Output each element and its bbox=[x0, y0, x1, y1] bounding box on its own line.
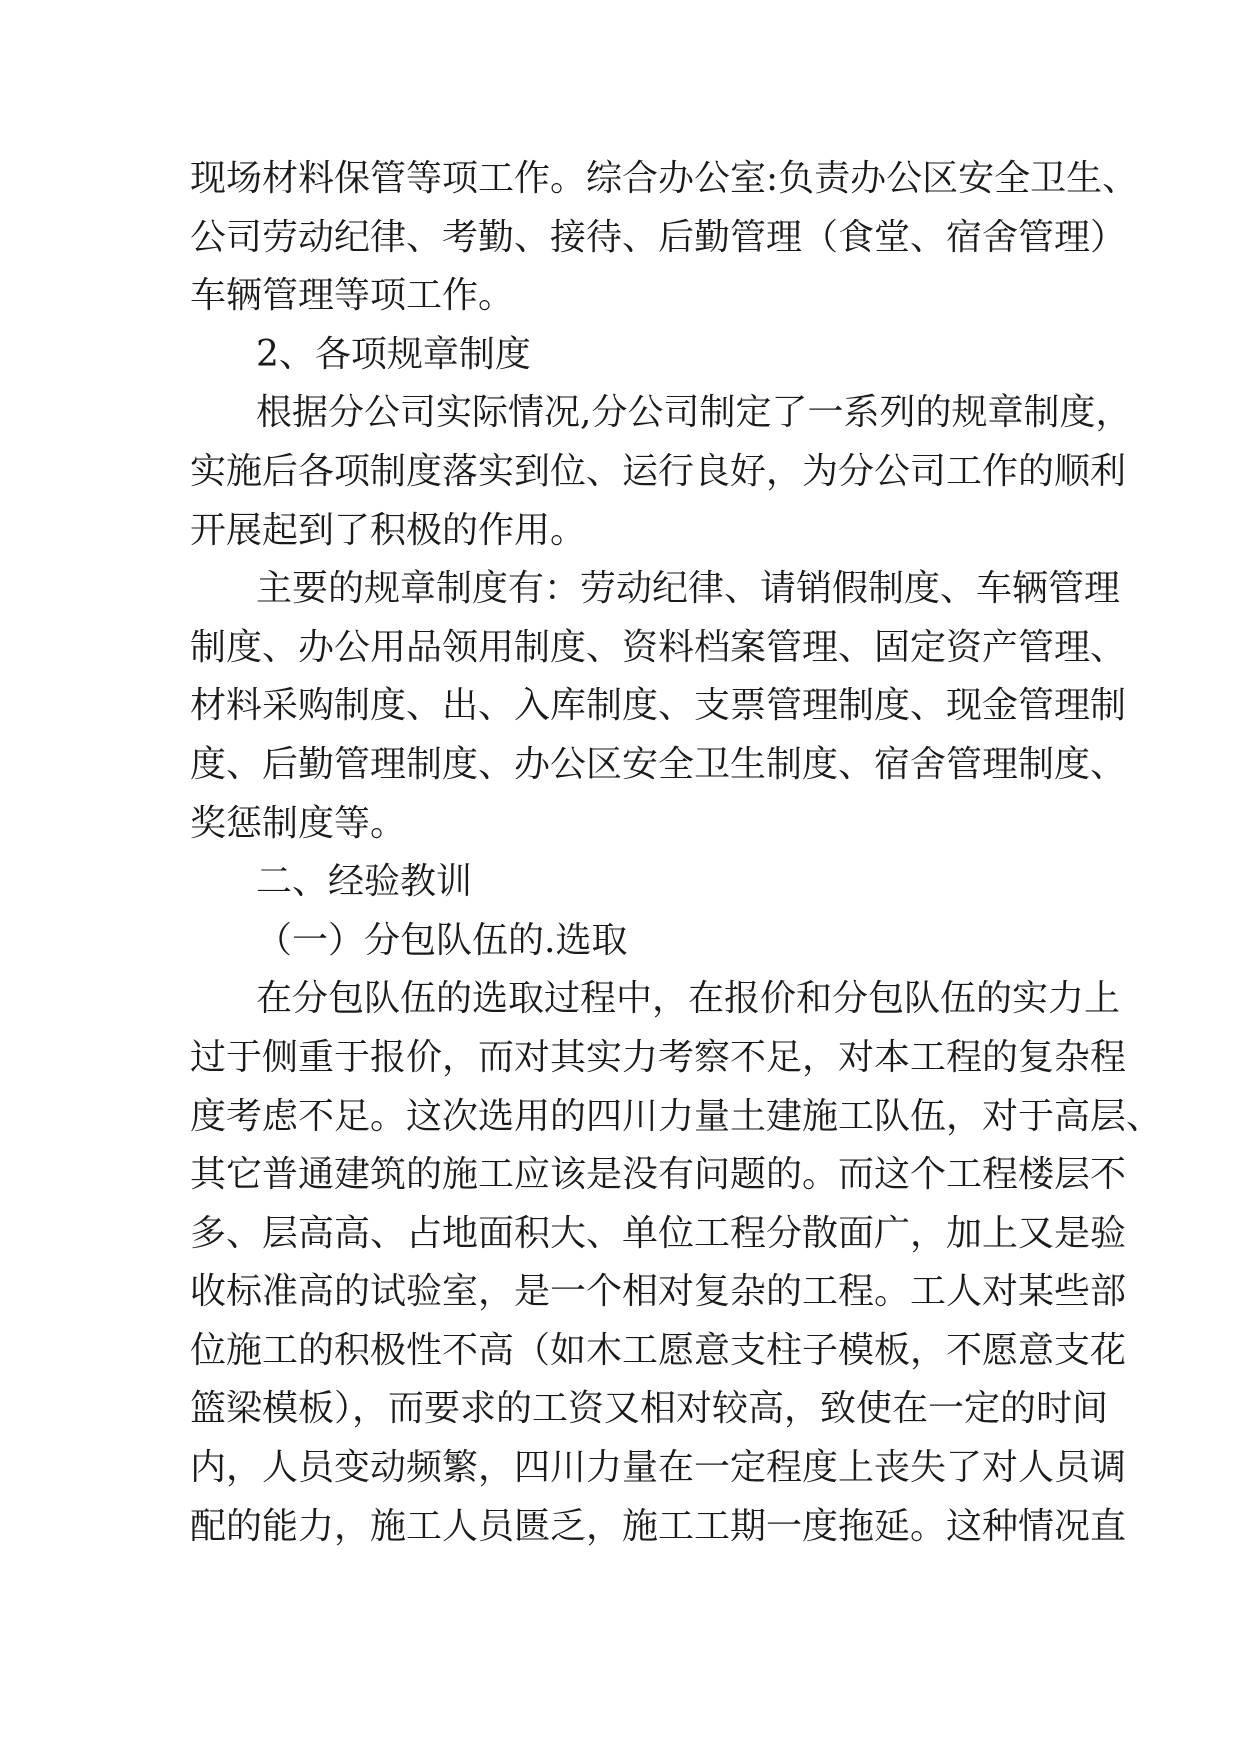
subsection-heading-subcontractor bbox=[190, 912, 1070, 971]
paragraph-rules-intro bbox=[190, 384, 1132, 560]
heading-text: （一）分包队伍的.选取 bbox=[256, 919, 628, 961]
text-line: 内，人员变动频繁，四川力量在一定程度上丧失了对人员调 bbox=[190, 1447, 1127, 1489]
text-line: 材料采购制度、出、入库制度、支票管理制度、现金管理制 bbox=[190, 685, 1127, 727]
section-heading-lessons bbox=[190, 853, 1070, 912]
text-line: 位施工的积极性不高（如木工愿意支柱子模板，不愿意支花 bbox=[190, 1329, 1127, 1371]
heading-text: 2、各项规章制度 bbox=[256, 333, 531, 375]
text-line: 篮梁模板），而要求的工资又相对较高，致使在一定的时间 bbox=[190, 1388, 1109, 1430]
document-body bbox=[190, 150, 1163, 1556]
text-line: 车辆管理等项工作。 bbox=[190, 275, 515, 317]
text-line: 过于侧重于报价，而对其实力考察不足，对本工程的复杂程 bbox=[190, 1036, 1127, 1078]
text-line: 奖惩制度等。 bbox=[190, 802, 407, 844]
heading-text: 二、经验教训 bbox=[256, 861, 473, 903]
paragraph-office-duties bbox=[190, 150, 1139, 326]
text-line: 在分包队伍的选取过程中，在报价和分包队伍的实力上 bbox=[256, 978, 1121, 1020]
paragraph-rules-list bbox=[190, 560, 1127, 853]
text-line: 配的能力，施工人员匮乏，施工工期一度拖延。这种情况直 bbox=[190, 1505, 1127, 1547]
text-line: 开展起到了积极的作用。 bbox=[190, 509, 587, 551]
text-line: 收标准高的试验室，是一个相对复杂的工程。工人对某些部 bbox=[190, 1271, 1127, 1313]
text-line: 其它普通建筑的施工应该是没有问题的。而这个工程楼层不 bbox=[190, 1154, 1127, 1196]
paragraph-subcontractor-selection bbox=[190, 970, 1163, 1556]
text-line: 公司劳动纪律、考勤、接待、后勤管理（食堂、宿舍管理） bbox=[190, 216, 1127, 258]
section-heading-rules bbox=[190, 326, 1070, 385]
text-line: 多、层高高、占地面积大、单位工程分散面广，加上又是验 bbox=[190, 1212, 1127, 1254]
text-line: 度、后勤管理制度、办公区安全卫生制度、宿舍管理制度、 bbox=[190, 743, 1127, 785]
text-line: 度考虑不足。这次选用的四川力量土建施工队伍，对于高层、 bbox=[190, 1095, 1163, 1137]
text-line: 主要的规章制度有：劳动纪律、请销假制度、车辆管理 bbox=[256, 568, 1121, 610]
text-line: 实施后各项制度落实到位、运行良好，为分公司工作的顺利 bbox=[190, 450, 1127, 492]
text-line: 制度、办公用品领用制度、资料档案管理、固定资产管理、 bbox=[190, 626, 1127, 668]
text-line: 现场材料保管等项工作。综合办公室:负责办公区安全卫生、 bbox=[190, 158, 1139, 199]
text-line: 根据分公司实际情况,分公司制定了一系列的规章制度， bbox=[256, 392, 1132, 434]
